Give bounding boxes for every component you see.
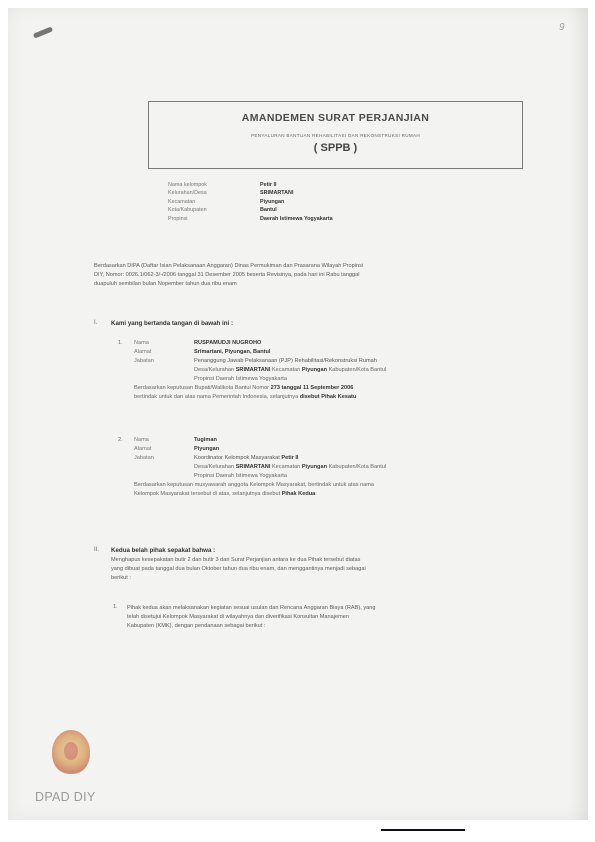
party-position: Penanggung Jawab Pelaksanaan (PJP) Rehabilitasi/Rekonstruksi Rumah — [194, 358, 377, 364]
paragraph-line: telah disetujui Kelompok Masyarakat di wilayahnya dan diverifikasi Konsultan Manajemen — [127, 614, 350, 620]
name-label: Nama — [134, 437, 149, 443]
corner-mark: 9 — [559, 22, 565, 33]
paragraph-line: Kabupaten (KMK), dengan pendanaan sebagai berikut : — [127, 623, 266, 629]
intro-line: DIY, Nomor: 0026.1/062-3/-/2006 tanggal 31 Desember 2005 beserta Revisinya, pada hari ini Rabu tanggal — [94, 272, 360, 278]
position-line: Desa/Kelurahan SRIMARTANI Kecamatan Piyungan Kabupaten/Kota Bantul — [194, 464, 387, 470]
bottom-divider — [381, 829, 465, 831]
basis-line: bertindak untuk dan atas nama Pemerintah Indonesia, selanjutnya disebut Pihak Kesatu — [134, 394, 357, 400]
basis-line: Kelompok Masyarakat tersebut di atas, selanjutnya disebut Pihak Kedua — [134, 491, 316, 497]
basis-line: Berdasarkan keputusan Bupati/Walikota Bantul Nomor 273 tanggal 11 September 2006 — [134, 385, 354, 391]
info-value: SRIMARTANI — [260, 190, 294, 197]
position-label: Jabatan — [134, 455, 154, 461]
info-value: Daerah Istimewa Yogyakarta — [260, 215, 333, 222]
position-line: Propinsi Daerah Istimewa Yogyakarta — [194, 473, 287, 479]
info-row — [168, 189, 333, 197]
paragraph-line: berikut : — [111, 575, 131, 581]
section-2-numeral: II. — [94, 547, 100, 553]
section-2-paragraph — [111, 556, 523, 583]
watermark: DPAD DIY — [35, 790, 96, 804]
document-code: ( SPPB ) — [313, 142, 358, 154]
info-label: Kota/Kabupaten — [168, 207, 207, 214]
info-row — [168, 215, 333, 223]
party-number: 1. — [118, 340, 123, 346]
info-value: Petir II — [260, 182, 277, 188]
position-line: Propinsi Daerah Istimewa Yogyakarta — [194, 376, 287, 382]
section-2-heading: Kedua belah pihak sepakat bahwa : — [111, 547, 216, 554]
party-address: Piyungan — [194, 446, 220, 452]
info-row — [168, 198, 333, 206]
party-name: Tugiman — [194, 437, 217, 443]
page-shadow — [568, 8, 588, 820]
document-title: AMANDEMEN SURAT PERJANJIAN — [241, 112, 430, 124]
paragraph-line: Menghapus kesepakatan butir 2 dan butir 3 dari Surat Perjanjian antara ke dua Pihak tersebut diatas — [111, 557, 361, 563]
party-1 — [118, 339, 518, 402]
info-value: Piyungan — [260, 198, 285, 205]
address-label: Alamat — [134, 446, 152, 452]
info-value: Bantul — [260, 207, 277, 214]
position-line: Desa/Kelurahan SRIMARTANI Kecamatan Piyungan Kabupaten/Kota Bantul — [194, 367, 387, 373]
name-label: Nama — [134, 340, 149, 346]
paragraph-line: yang dibuat pada tanggal dua bulan Oktober tahun dua ribu enam, dan menggantinya menjadi sebagai — [111, 566, 366, 572]
info-label: Propinsi — [168, 215, 188, 222]
address-label: Alamat — [134, 349, 152, 355]
paragraph-line: Pihak kedua akan melaksanakan kegiatan sesuai usulan dan Rencana Anggaran Biaya (RAB), yang — [127, 605, 376, 611]
party-name: RUSPAMUDJI NUGROHO — [194, 340, 262, 346]
title-box — [148, 101, 523, 169]
item-number: 1. — [113, 604, 118, 610]
info-label: Kelurahan/Desa — [168, 190, 207, 197]
dpad-seal-logo — [52, 730, 90, 774]
section-1-heading: Kami yang bertanda tangan di bawah ini : — [111, 320, 234, 327]
group-info — [168, 181, 333, 223]
info-row — [168, 206, 333, 214]
intro-line: Berdasarkan DIPA (Daftar Isian Pelaksanaan Anggaran) Dinas Permukiman dan Prasarana Wilayah Propinsi — [94, 263, 364, 269]
document-subtitle: PENYALURAN BANTUAN REHABILITASI DAN REKONSTRUKSI RUMAH — [251, 133, 420, 138]
info-row — [168, 181, 333, 189]
party-number: 2. — [118, 437, 123, 443]
party-2 — [118, 436, 522, 499]
basis-line: Berdasarkan keputusan musyawarah anggota Kelompok Masyarakat, bertindak untuk atas nama — [134, 482, 375, 488]
intro-paragraph — [94, 262, 518, 289]
info-label: Kecamatan — [168, 198, 196, 205]
item-paragraph — [127, 604, 523, 631]
party-address: Srimartani, Piyungan, Bantul — [194, 349, 271, 355]
party-position: Koordinator Kelompok Masyarakat Petir II — [194, 455, 299, 461]
intro-line: duapuluh sembilan bulan Nopember tahun dua ribu enam — [94, 281, 237, 287]
info-label: Nama kelompok — [168, 182, 207, 188]
position-label: Jabatan — [134, 358, 154, 364]
section-1-numeral: I. — [94, 320, 98, 326]
